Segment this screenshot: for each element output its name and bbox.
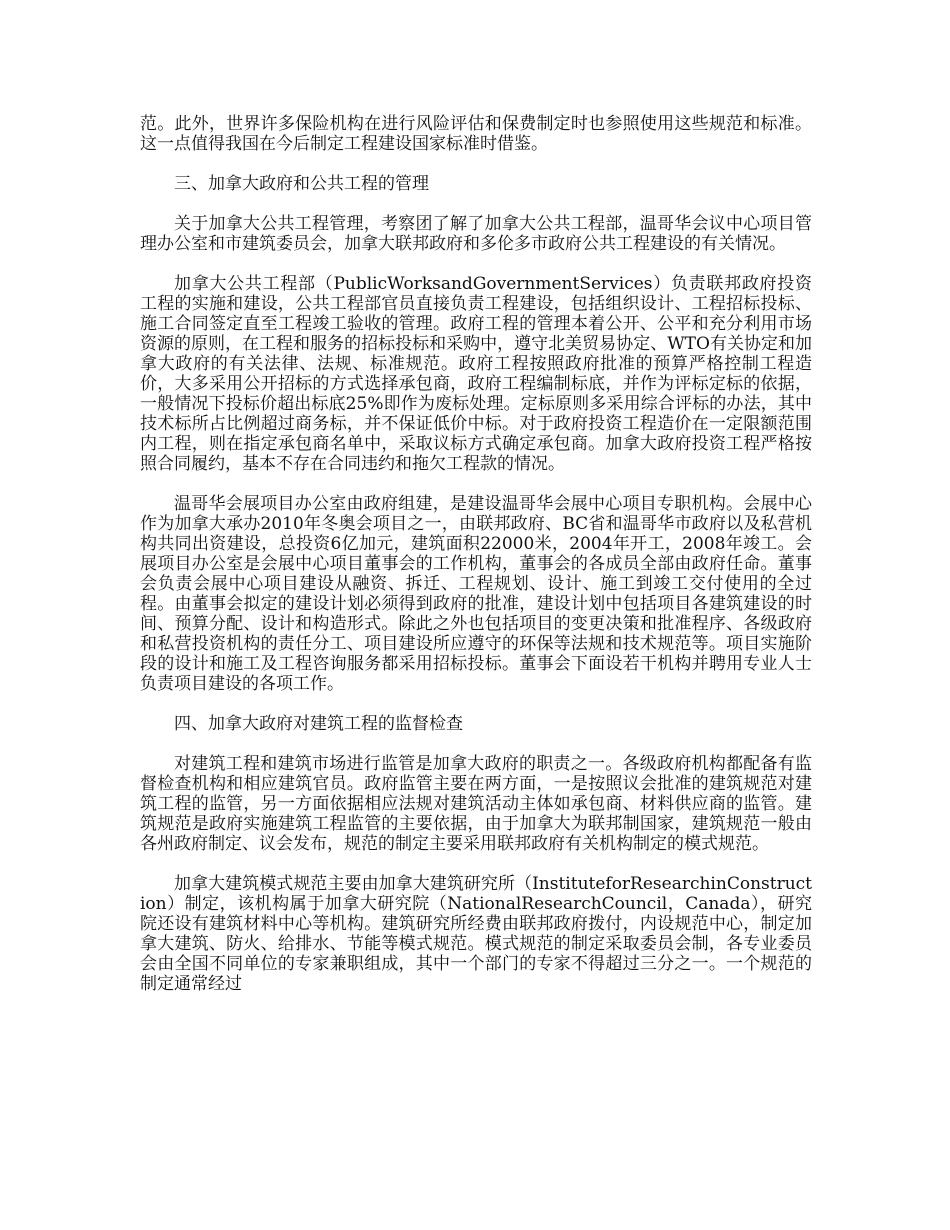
paragraph: 温哥华会展项目办公室由政府组建，是建设温哥华会展中心项目专职机构。会展中心作为加拿大承办2010年冬奥会项目之一，由联邦政府、BC省和温哥华市政府以及私营机构共同出资建设，总投资6亿加元，建筑面积22000米，2004年开工，2008年竣工。会展项目办公室是会展中心项目董事会的工作机构，董事会的各成员全部由政府任命。董事会负责会展中心项目建设从融资、拆迁、工程规划、设计、施工到竣工交付使用的全过程。由董事会拟定的建设计划必须得到政府的批准，建设计划中包括项目各建筑建设的时间、预算分配、设计和构造形式。除此之外也包括项目的变更决策和批准程序、各级政府和私营投资机构的责任分工、项目建设所应遵守的环保等法规和技术规范等。项目实施阶段的设计和施工及工程咨询服务都采用招标投标。董事会下面设若干机构并聘用专业人士负责项目建设的各项工作。: [140, 494, 812, 694]
paragraph-intro: 范。此外，世界许多保险机构在进行风险评估和保费制定时也参照使用这些规范和标准。这一点值得我国在今后制定工程建设国家标准时借鉴。: [140, 114, 812, 154]
document-body: [140, 114, 812, 1014]
paragraph: 关于加拿大公共工程管理，考察团了解了加拿大公共工程部，温哥华会议中心项目管理办公室和市建筑委员会，加拿大联邦政府和多伦多市政府公共工程建设的有关情况。: [140, 214, 812, 254]
paragraph: 对建筑工程和建筑市场进行监管是加拿大政府的职责之一。各级政府机构都配备有监督检查机构和相应建筑官员。政府监管主要在两方面，一是按照议会批准的建筑规范对建筑工程的监管，另一方面依据相应法规对建筑活动主体如承包商、材料供应商的监管。建筑规范是政府实施建筑工程监管的主要依据，由于加拿大为联邦制国家，建筑规范一般由各州政府制定、议会发布，规范的制定主要采用联邦政府有关机构制定的模式规范。: [140, 754, 812, 854]
section-heading-3: 三、加拿大政府和公共工程的管理: [174, 174, 429, 194]
paragraph: 加拿大公共工程部（PublicWorksandGovernmentServices）负责联邦政府投资工程的实施和建设，公共工程部官员直接负责工程建设，包括组织设计、工程招标投标、施工合同签定直至工程竣工验收的管理。政府工程的管理本着公开、公平和充分利用市场资源的原则，在工程和服务的招标投标和采购中，遵守北美贸易协定、WTO有关协定和加拿大政府的有关法律、法规、标准规范。政府工程按照政府批准的预算严格控制工程造价，大多采用公开招标的方式选择承包商，政府工程编制标底，并作为评标定标的依据，一般情况下投标价超出标底25%即作为废标处理。定标原则多采用综合评标的办法，其中技术标所占比例超过商务标，并不保证低价中标。对于政府投资工程造价在一定限额范围内工程，则在指定承包商名单中，采取议标方式确定承包商。加拿大政府投资工程严格按照合同履约，基本不存在合同违约和拖欠工程款的情况。: [140, 274, 812, 474]
section-heading-4: 四、加拿大政府对建筑工程的监督检查: [174, 714, 463, 734]
paragraph: 加拿大建筑模式规范主要由加拿大建筑研究所（InstituteforResearchinConstruction）制定，该机构属于加拿大研究院（NationalResearchCouncil，Canada），研究院还设有建筑材料中心等机构。建筑研究所经费由联邦政府拨付，内设规范中心，制定加拿大建筑、防火、给排水、节能等模式规范。模式规范的制定采取委员会制，各专业委员会由全国不同单位的专家兼职组成，其中一个部门的专家不得超过三分之一。一个规范的制定通常经过: [140, 874, 812, 994]
